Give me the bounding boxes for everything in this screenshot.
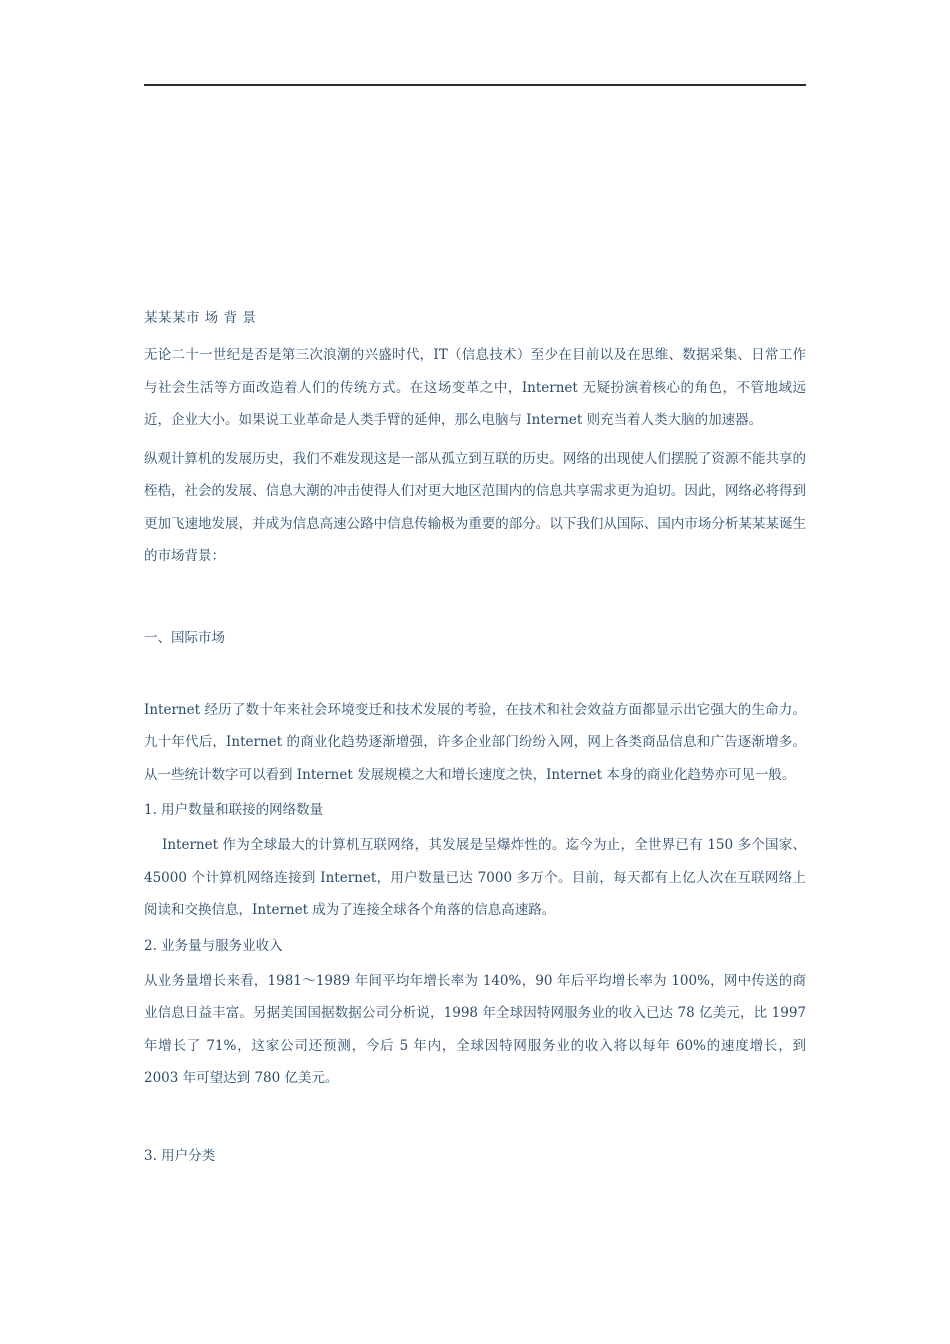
subsection-3-heading: 3. 用户分类: [144, 1147, 216, 1164]
subsection-2-text: 从业务量增长来看，1981～1989 年间平均年增长率为 140%，90 年后平均增长率为 100%，网中传送的商业信息日益丰富。另据美国国据数据公司分析说，1998 年全球因特网服务业的收入已达 78 亿美元，比 1997 年增长了 71%，这家公司还预测，今后 5 年内，全球因特网服务业的收入将以每年 60%的速度增长，到 2003 年可望达到 780 亿美元。: [144, 972, 806, 1086]
spacer: [144, 579, 806, 625]
intro-paragraph-2: 纵观计算机的发展历史，我们不难发现这是一部从孤立到互联的历史。网络的出现使人们摆脱了资源不能共享的桎梏，社会的发展、信息大潮的冲击使得人们对更大地区范围内的信息共享需求更为迫切。因此，网络必将得到更加飞速地发展，并成为信息高速公路中信息传输极为重要的部分。以下我们从国际、国内市场分析某某某诞生的市场背景：: [144, 450, 806, 564]
intro-paragraph-1: 无论二十一世纪是否是第三次浪潮的兴盛时代，IT（信息技术）至少在目前以及在思维、数据采集、日常工作与社会生活等方面改造着人们的传统方式。在这场变革之中，Internet 无疑扮演着核心的角色，不管地域远近，企业大小。如果说工业革命是人类手臂的延伸，那么电脑与 Internet 则充当着人类大脑的加速器。: [144, 347, 806, 428]
document-title: 某某某市 场 背 景: [144, 310, 257, 326]
spacer: [144, 1101, 806, 1143]
section-1-heading: 一、国际市场: [144, 629, 225, 646]
section-1-intro: Internet 经历了数十年来社会环境变迁和技术发展的考验，在技术和社会效益方面都显示出它强大的生命力。九十年代后，Internet 的商业化趋势逐渐增强，许多企业部门纷纷入网，网上各类商品信息和广告逐渐增多。从一些统计数字可以看到 Internet 发展规模之大和增长速度之快，Internet 本身的商业化趋势亦可见一般。: [144, 701, 806, 783]
subsection-1-heading: 1. 用户数量和联接的网络数量: [144, 802, 324, 818]
spacer: [144, 651, 806, 694]
subsection-1-text: Internet 作为全球最大的计算机互联网络，其发展是呈爆炸性的。迄今为止，全世界已有 150 多个国家、45000 个计算机网络连接到 Internet，用户数量已达 7000 多万个。目前，每天都有上亿人次在互联网络上阅读和交换信息，Internet 成为了连接全球各个角落的信息高速路。: [144, 837, 806, 918]
document-body: [144, 305, 806, 1175]
subsection-2-heading: 2. 业务量与服务业收入: [144, 937, 283, 954]
header-rule: [144, 84, 806, 86]
